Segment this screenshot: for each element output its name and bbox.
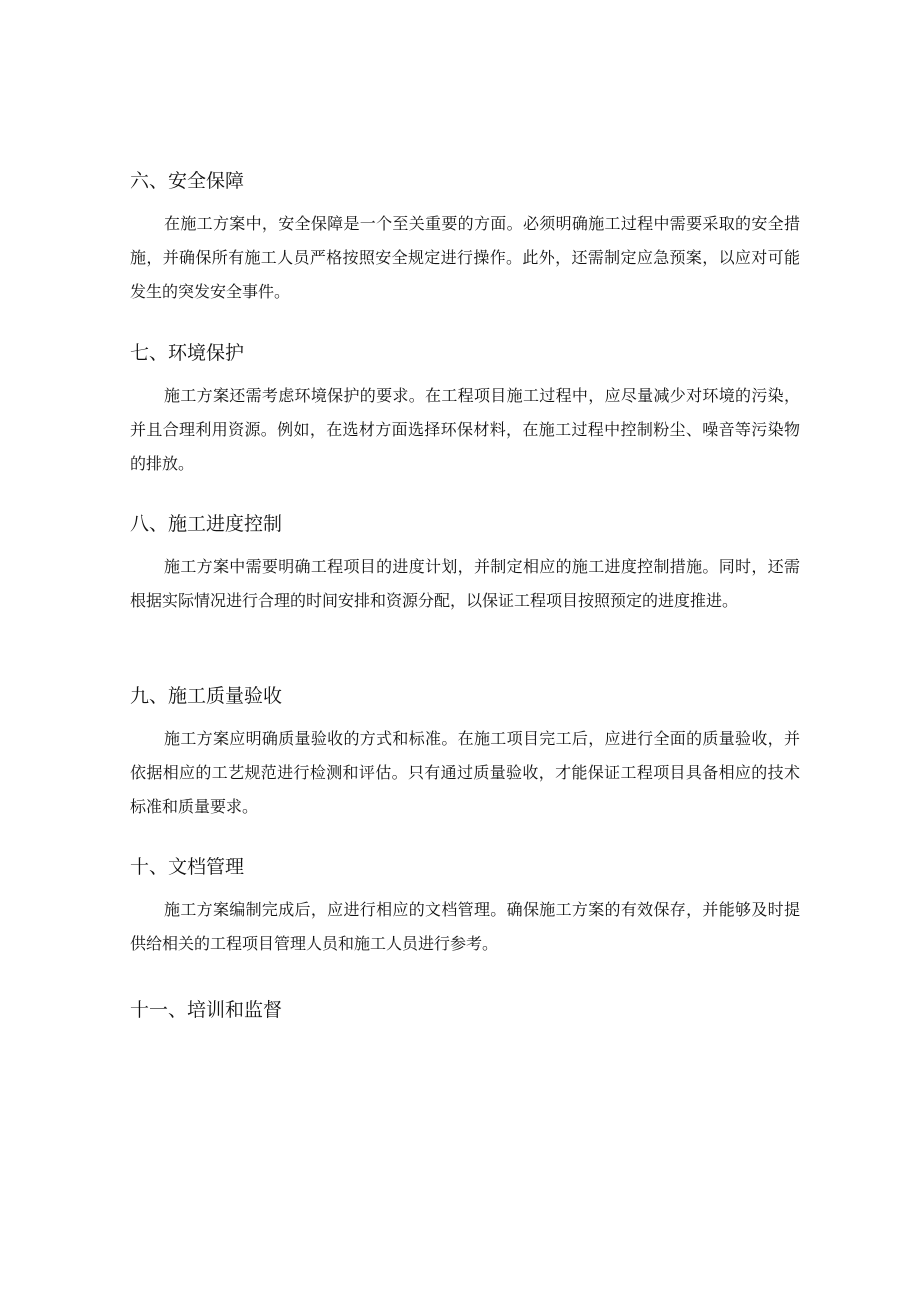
section-heading-quality: 九、施工质量验收	[130, 685, 283, 707]
section-body-schedule: 施工方案中需要明确工程项目的进度计划，并制定相应的施工进度控制措施。同时，还需根据实际情况进行合理的时间安排和资源分配，以保证工程项目按照预定的进度推进。	[130, 557, 800, 610]
section-heading-schedule: 八、施工进度控制	[130, 513, 283, 535]
section-body-quality: 施工方案应明确质量验收的方式和标准。在施工项目完工后，应进行全面的质量验收，并依据相应的工艺规范进行检测和评估。只有通过质量验收，才能保证工程项目具备相应的技术标准和质量要求。	[130, 729, 800, 816]
section-heading-environment: 七、环境保护	[130, 342, 245, 364]
section-heading-training: 十一、培训和监督	[130, 999, 283, 1021]
section-heading-safety: 六、安全保障	[130, 170, 245, 192]
section-body-environment: 施工方案还需考虑环境保护的要求。在工程项目施工过程中，应尽量减少对环境的污染，并且合理利用资源。例如，在选材方面选择环保材料，在施工过程中控制粉尘、噪音等污染物的排放。	[130, 386, 800, 473]
section-body-safety: 在施工方案中，安全保障是一个至关重要的方面。必须明确施工过程中需要采取的安全措施，并确保所有施工人员严格按照安全规定进行操作。此外，还需制定应急预案，以应对可能发生的突发安全事件。	[130, 214, 800, 301]
section-heading-documents: 十、文档管理	[130, 856, 245, 878]
section-body-documents: 施工方案编制完成后，应进行相应的文档管理。确保施工方案的有效保存，并能够及时提供给相关的工程项目管理人员和施工人员进行参考。	[130, 900, 800, 953]
